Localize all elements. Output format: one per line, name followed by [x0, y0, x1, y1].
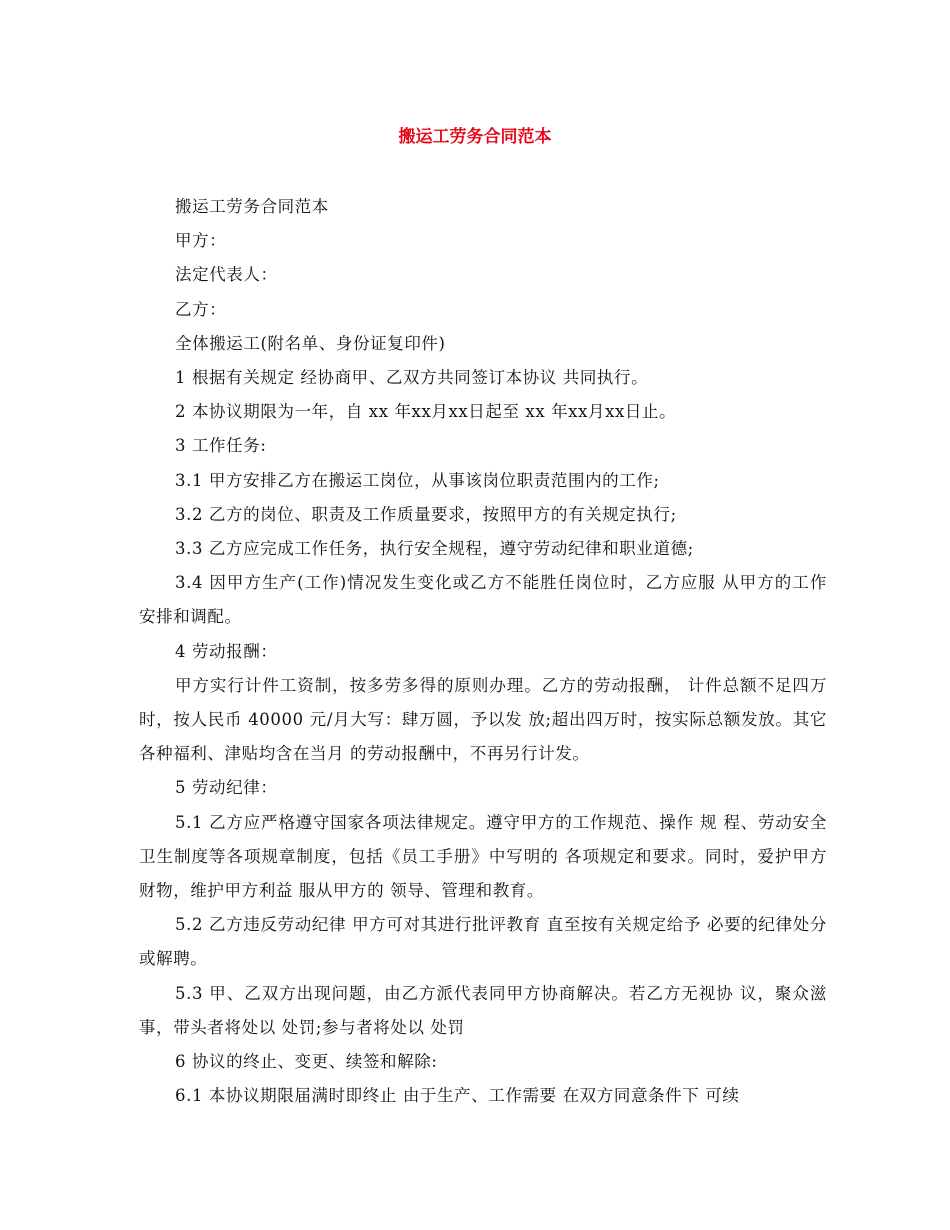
paragraph: 5.2 乙方违反劳动纪律 甲方可对其进行批评教育 直至按有关规定给予 必要的纪律处分或解聘。 — [139, 915, 827, 969]
paragraph: 甲方实行计件工资制，按多劳多得的原则办理。乙方的劳动报酬， 计件总额不足四万时，按人民币 40000 元/月大写：肆万圆，予以发 放;超出四万时，按实际总额发放。其它各种福利、津贴均含在当月 的劳动报酬中，不再另行计发。 — [139, 675, 827, 764]
paragraph: 3.4 因甲方生产(工作)情况发生变化或乙方不能胜任岗位时，乙方应服 从甲方的工作安排和调配。 — [139, 573, 827, 627]
paragraph: 3.1 甲方安排乙方在搬运工岗位，从事该岗位职责范围内的工作; — [175, 470, 660, 490]
paragraph: 2 本协议期限为一年，自 xx 年xx月xx日起至 xx 年xx月xx日止。 — [175, 402, 677, 422]
paragraph: 4 劳动报酬： — [175, 641, 278, 661]
paragraph: 5.1 乙方应严格遵守国家各项法律规定。遵守甲方的工作规范、操作 规 程、劳动安全卫生制度等各项规章制度，包括《员工手册》中写明的 各项规定和要求。同时，爱护甲方财物，维护甲方利益 服从甲方的 领导、管理和教育。 — [139, 812, 827, 901]
paragraph: 3.3 乙方应完成工作任务，执行安全规程，遵守劳动纪律和职业道德; — [175, 539, 694, 559]
document-title: 搬运工劳务合同范本 — [398, 127, 552, 147]
paragraph: 搬运工劳务合同范本 — [175, 197, 329, 216]
paragraph: 法定代表人： — [175, 265, 278, 285]
paragraph: 6 协议的终止、变更、续签和解除: — [175, 1052, 438, 1072]
paragraph: 1 根据有关规定 经协商甲、乙双方共同签订本协议 共同执行。 — [175, 368, 649, 388]
paragraph: 6.1 本协议期限届满时即终止 由于生产、工作需要 在双方同意条件下 可续 — [175, 1086, 740, 1106]
paragraph: 5 劳动纪律： — [175, 778, 278, 798]
paragraph: 全体搬运工(附名单、身份证复印件) — [175, 333, 446, 353]
document-body — [139, 190, 827, 1113]
paragraph: 甲方： — [175, 231, 227, 251]
paragraph: 乙方： — [175, 299, 227, 319]
paragraph: 3 工作任务: — [175, 436, 267, 456]
paragraph: 3.2 乙方的岗位、职责及工作质量要求，按照甲方的有关规定执行; — [175, 504, 677, 524]
paragraph: 5.3 甲、乙双方出现问题，由乙方派代表同甲方协商解决。若乙方无视协 议，聚众滋事，带头者将处以 处罚;参与者将处以 处罚 — [139, 983, 827, 1037]
